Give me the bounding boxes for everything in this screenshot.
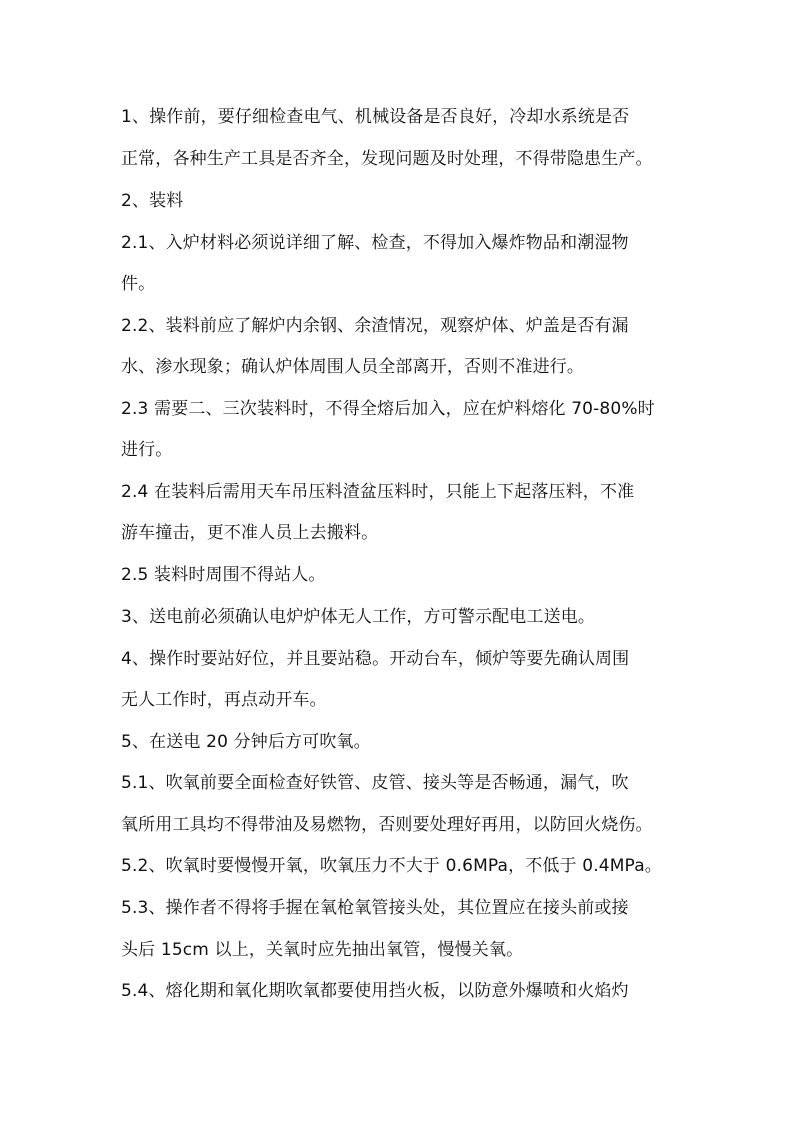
text-line: 2.1、入炉材料必须说详细了解、检查，不得加入爆炸物品和潮湿物 <box>121 233 629 253</box>
text-line: 2、装料 <box>121 191 184 211</box>
text-line: 进行。 <box>121 440 173 460</box>
text-line: 2.4 在装料后需用天车吊压料渣盆压料时，只能上下起落压料，不准 <box>121 482 635 502</box>
text-line: 2.5 装料时周围不得站人。 <box>121 565 326 585</box>
text-line: 无人工作时，再点动开车。 <box>121 690 327 710</box>
text-line: 件。 <box>121 274 156 294</box>
text-line: 头后 15cm 以上，关氧时应先抽出氧管，慢慢关氧。 <box>121 940 524 960</box>
text-line: 5.1、吹氧前要全面检查好铁管、皮管、接头等是否畅通，漏气，吹 <box>121 773 629 793</box>
text-line: 2.3 需要二、三次装料时，不得全熔后加入，应在炉料熔化 70-80%时 <box>121 399 655 419</box>
text-line: 4、操作时要站好位，并且要站稳。开动台车，倾炉等要先确认周围 <box>121 649 630 669</box>
text-line: 5、在送电 20 分钟后方可吹氧。 <box>121 732 371 752</box>
text-line: 3、送电前必须确认电炉炉体无人工作，方可警示配电工送电。 <box>121 607 596 627</box>
text-line: 5.2、吹氧时要慢慢开氧，吹氧压力不大于 0.6MPa，不低于 0.4MPa。 <box>121 856 662 876</box>
text-line: 1、操作前，要仔细检查电气、机械设备是否良好，冷却水系统是否 <box>121 107 630 127</box>
text-line: 5.3、操作者不得将手握在氧枪氧管接头处，其位置应在接头前或接 <box>121 898 629 918</box>
text-line: 游车撞击，更不准人员上去搬料。 <box>121 523 379 543</box>
text-line: 5.4、熔化期和氧化期吹氧都要使用挡火板，以防意外爆喷和火焰灼 <box>121 981 629 1001</box>
text-line: 正常，各种生产工具是否齐全，发现问题及时处理，不得带隐患生产。 <box>121 149 653 169</box>
text-line: 2.2、装料前应了解炉内余钢、余渣情况，观察炉体、炉盖是否有漏 <box>121 316 629 336</box>
text-line: 水、渗水现象；确认炉体周围人员全部离开，否则不准进行。 <box>121 357 585 377</box>
text-line: 氧所用工具均不得带油及易燃物，否则要处理好再用，以防回火烧伤。 <box>121 815 653 835</box>
